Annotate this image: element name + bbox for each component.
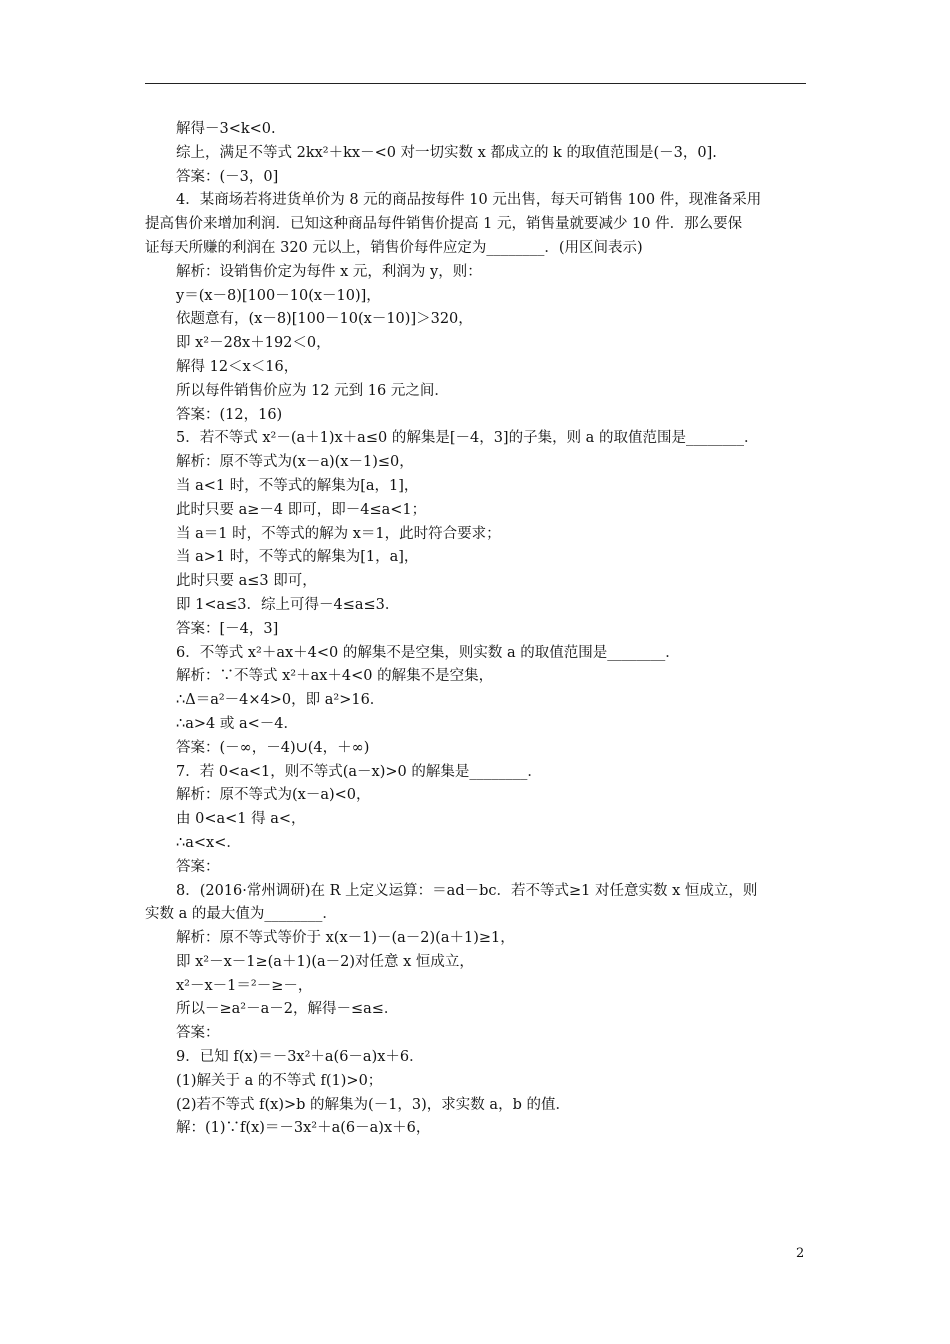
text-line: 解得－3<k<0. — [176, 121, 276, 137]
text-line: 解析：原不等式为(x－a)<0， — [176, 787, 371, 804]
question-8: 8．(2016·常州调研)在 R 上定义运算：＝ad－bc．若不等式≥1 对任意实数 x 恒成立，则 — [176, 882, 758, 899]
text-line: 综上，满足不等式 2kx²＋kx－<0 对一切实数 x 都成立的 k 的取值范围是(－3，0]. — [176, 144, 717, 161]
answer-line: 答案：(－3，0] — [176, 168, 279, 185]
text-line: ∴a>4 或 a<－4． — [176, 715, 298, 732]
text-line: 依题意有，(x－8)[100－10(x－10)]＞320， — [176, 311, 473, 328]
text-line: 当 a<1 时，不等式的解集为[a，1]， — [176, 477, 419, 494]
text-line: 实数 a 的最大值为________． — [145, 906, 337, 923]
text-line: (1)解关于 a 的不等式 f(1)>0； — [176, 1072, 383, 1089]
text-line: 证每天所赚的利润在 320 元以上，销售价每件应定为________．(用区间表示) — [145, 239, 643, 256]
text-line: 解析：原不等式为(x－a)(x－1)≤0， — [176, 454, 414, 471]
question-9: 9．已知 f(x)＝－3x²＋a(6－a)x＋6． — [176, 1049, 424, 1066]
text-line: 即 x²－28x＋192＜0， — [176, 335, 331, 352]
text-line: 解析：设销售价定为每件 x 元，利润为 y，则： — [176, 263, 482, 280]
text-line: 由 0<a<1 得 a<， — [176, 811, 306, 828]
text-line: x²－x－1＝²－≥－， — [176, 977, 313, 994]
text-line: 此时只要 a≥－4 即可，即－4≤a<1； — [176, 501, 427, 518]
text-line: 解：(1)∵f(x)＝－3x²＋a(6－a)x＋6， — [176, 1120, 431, 1137]
text-line: 所以每件销售价应为 12 元到 16 元之间． — [176, 382, 449, 399]
text-line: 当 a＝1 时，不等式的解为 x＝1，此时符合要求； — [176, 525, 501, 542]
question-4: 4．某商场若将进货单价为 8 元的商品按每件 10 元出售，每天可销售 100 件，现准备采用 — [176, 192, 762, 209]
text-line: 解析：∵不等式 x²＋ax＋4<0 的解集不是空集， — [176, 668, 494, 685]
answer-line: 答案：(－∞，－4)∪(4，＋∞) — [176, 739, 370, 756]
text-line: y＝(x－8)[100－10(x－10)]， — [176, 287, 381, 304]
text-line: 解得 12＜x＜16， — [176, 358, 299, 375]
text-line: ∴Δ＝a²－4×4>0，即 a²>16． — [176, 692, 385, 709]
document-body — [145, 118, 810, 1141]
text-line: ∴a<x<． — [176, 834, 241, 851]
text-line: 所以－≥a²－a－2，解得－≤a≤． — [176, 1001, 399, 1018]
header-rule — [145, 83, 806, 84]
text-line: 当 a>1 时，不等式的解集为[1，a]， — [176, 549, 419, 566]
question-5: 5．若不等式 x²－(a＋1)x＋a≤0 的解集是[－4，3]的子集，则 a 的取值范围是________． — [176, 430, 759, 447]
answer-line: 答案：[－4，3] — [176, 620, 279, 637]
answer-line: 答案： — [176, 858, 220, 875]
text-line: 即 1<a≤3．综上可得－4≤a≤3． — [176, 596, 400, 613]
answer-line: 答案： — [176, 1025, 220, 1042]
answer-line: 答案：(12，16) — [176, 406, 283, 423]
text-line: 此时只要 a≤3 即可， — [176, 573, 317, 590]
question-7: 7．若 0<a<1，则不等式(a－x)>0 的解集是________． — [176, 763, 542, 780]
text-line: 提高售价来增加利润．已知这种商品每件销售价提高 1 元，销售量就要减少 10 件．那么要保 — [145, 216, 743, 233]
question-6: 6．不等式 x²＋ax＋4<0 的解集不是空集，则实数 a 的取值范围是________． — [176, 644, 680, 661]
text-line: (2)若不等式 f(x)>b 的解集为(－1，3)，求实数 a，b 的值． — [176, 1096, 570, 1113]
page-number: 2 — [796, 1246, 805, 1261]
text-line: 解析：原不等式等价于 x(x－1)－(a－2)(a＋1)≥1， — [176, 930, 515, 947]
text-line: 即 x²－x－1≥(a＋1)(a－2)对任意 x 恒成立， — [176, 953, 474, 970]
